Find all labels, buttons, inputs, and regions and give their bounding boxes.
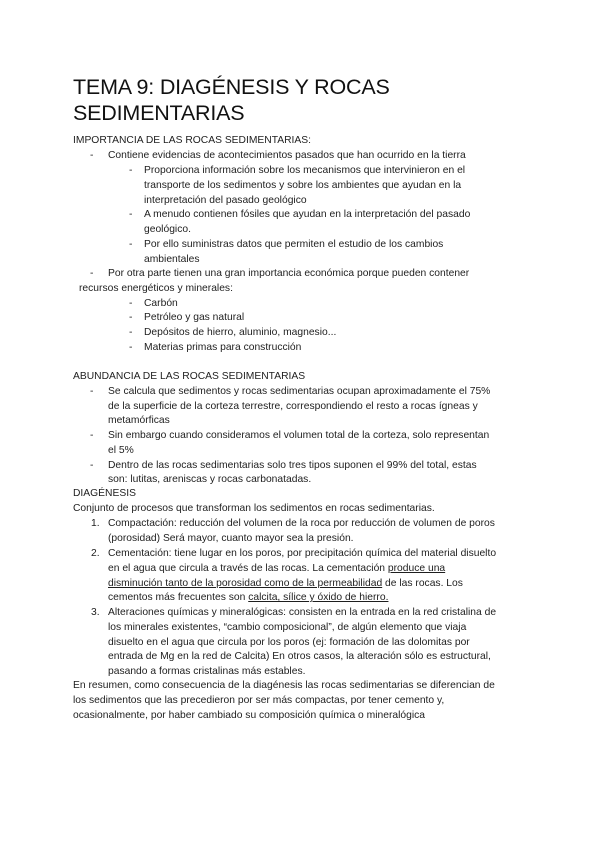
bullet-dash: - xyxy=(90,268,94,279)
section-heading-importancia: IMPORTANCIA DE LAS ROCAS SEDIMENTARIAS: xyxy=(73,135,312,146)
underlined-text: produce una xyxy=(387,563,446,574)
sub-bullet-dash: - xyxy=(129,327,133,338)
list-item: Depósitos de hierro, aluminio, magnesio... xyxy=(144,327,337,338)
list-item: Contiene evidencias de acontecimientos pasados que han ocurrido en la tierra xyxy=(108,150,466,161)
sub-bullet-dash: - xyxy=(129,342,133,353)
list-item-continuation: geológico. xyxy=(144,224,191,235)
underlined-text: disminución tanto de la porosidad como de la permeabilidad xyxy=(108,578,383,589)
list-item-continuation: metamórficas xyxy=(108,415,170,426)
sub-bullet-dash: - xyxy=(129,239,133,250)
list-item: Por ello suministras datos que permiten el estudio de los cambios xyxy=(144,239,444,250)
list-item-continuation: el 5% xyxy=(108,445,134,456)
paragraph: En resumen, como consecuencia de la diagénesis las rocas sedimentarias se diferencian de xyxy=(73,680,495,691)
list-item-continuation: de la superficie de la corteza terrestre, correspondiendo el resto a rocas ígneas y xyxy=(108,401,478,412)
list-number: 3. xyxy=(91,607,100,618)
list-item: Por otra parte tienen una gran importancia económica porque pueden contener xyxy=(108,268,470,279)
list-item: Dentro de las rocas sedimentarias solo tres tipos suponen el 99% del total, estas xyxy=(108,460,477,471)
list-item: Materias primas para construcción xyxy=(144,342,302,353)
list-item: Proporciona información sobre los mecanismos que intervinieron en el xyxy=(144,165,466,176)
list-item-continuation: transporte de los sedimentos y sobre los ambientes que ayudan en la xyxy=(144,180,462,191)
sub-bullet-dash: - xyxy=(129,298,133,309)
title-line-2: SEDIMENTARIAS xyxy=(73,101,245,125)
text-run: de las rocas. Los xyxy=(382,578,463,589)
list-item-continuation: ambientales xyxy=(144,254,200,265)
sub-bullet-dash: - xyxy=(129,209,133,220)
list-item-continuation: los minerales existentes, “cambio composicional”, de algún elemento que viaja xyxy=(108,622,467,633)
list-number: 1. xyxy=(91,518,100,529)
paragraph-continuation: los sedimentos que las precedieron por ser más compactas, por tener cemento y, xyxy=(73,695,445,706)
list-item: Se calcula que sedimentos y rocas sedimentarias ocupan aproximadamente el 75% xyxy=(108,386,491,397)
bullet-dash: - xyxy=(90,430,94,441)
list-item-continuation: recursos energéticos y minerales: xyxy=(79,283,233,294)
sub-bullet-dash: - xyxy=(129,312,133,323)
list-item-continuation: pasando a formas cristalinas más estables. xyxy=(108,666,306,677)
list-item-continuation: disuelto en el agua que circula por los poros (ej: formación de las dolomitas por xyxy=(108,637,470,648)
list-item: Sin embargo cuando consideramos el volumen total de la corteza, solo representan xyxy=(108,430,490,441)
bullet-dash: - xyxy=(90,386,94,397)
text-run: cementos más frecuentes son xyxy=(108,592,249,603)
list-item-continuation: interpretación del pasado geológico xyxy=(144,195,307,206)
list-item: Petróleo y gas natural xyxy=(144,312,245,323)
title-line-1: TEMA 9: DIAGÉNESIS Y ROCAS xyxy=(73,75,390,99)
list-item-continuation xyxy=(108,576,463,591)
list-item: A menudo contienen fósiles que ayudan en la interpretación del pasado xyxy=(144,209,471,220)
list-item: Alteraciones químicas y mineralógicas: consisten en la entrada en la red cristalina de xyxy=(108,607,497,618)
list-item-continuation: entrada de Mg en la red de Calcita) En otros casos, la alteración sólo es estructural, xyxy=(108,651,491,662)
text-run: en el agua que circula a través de las rocas. La cementación xyxy=(108,563,388,574)
section-heading-diagenesis: DIAGÉNESIS xyxy=(73,488,136,499)
list-number: 2. xyxy=(91,548,100,559)
list-item-continuation xyxy=(108,561,445,576)
underlined-text: calcita, sílice y óxido de hierro. xyxy=(248,592,389,603)
paragraph: Conjunto de procesos que transforman los sedimentos en rocas sedimentarias. xyxy=(73,503,435,514)
section-heading-abundancia: ABUNDANCIA DE LAS ROCAS SEDIMENTARIAS xyxy=(73,371,306,382)
list-item: Cementación: tiene lugar en los poros, por precipitación química del material disuelto xyxy=(108,548,497,559)
list-item-continuation: son: lutitas, areniscas y rocas carbonatadas. xyxy=(108,474,312,485)
sub-bullet-dash: - xyxy=(129,165,133,176)
list-item: Compactación: reducción del volumen de la roca por reducción de volumen de poros xyxy=(108,518,495,529)
bullet-dash: - xyxy=(90,460,94,471)
list-item: Carbón xyxy=(144,298,178,309)
list-item-continuation xyxy=(108,590,388,605)
list-item-continuation: (porosidad) Será mayor, cuanto mayor sea la presión. xyxy=(108,533,354,544)
page-title xyxy=(73,74,390,126)
bullet-dash: - xyxy=(90,150,94,161)
paragraph-continuation: ocasionalmente, por haber cambiado su composición química o mineralógica xyxy=(73,710,425,721)
